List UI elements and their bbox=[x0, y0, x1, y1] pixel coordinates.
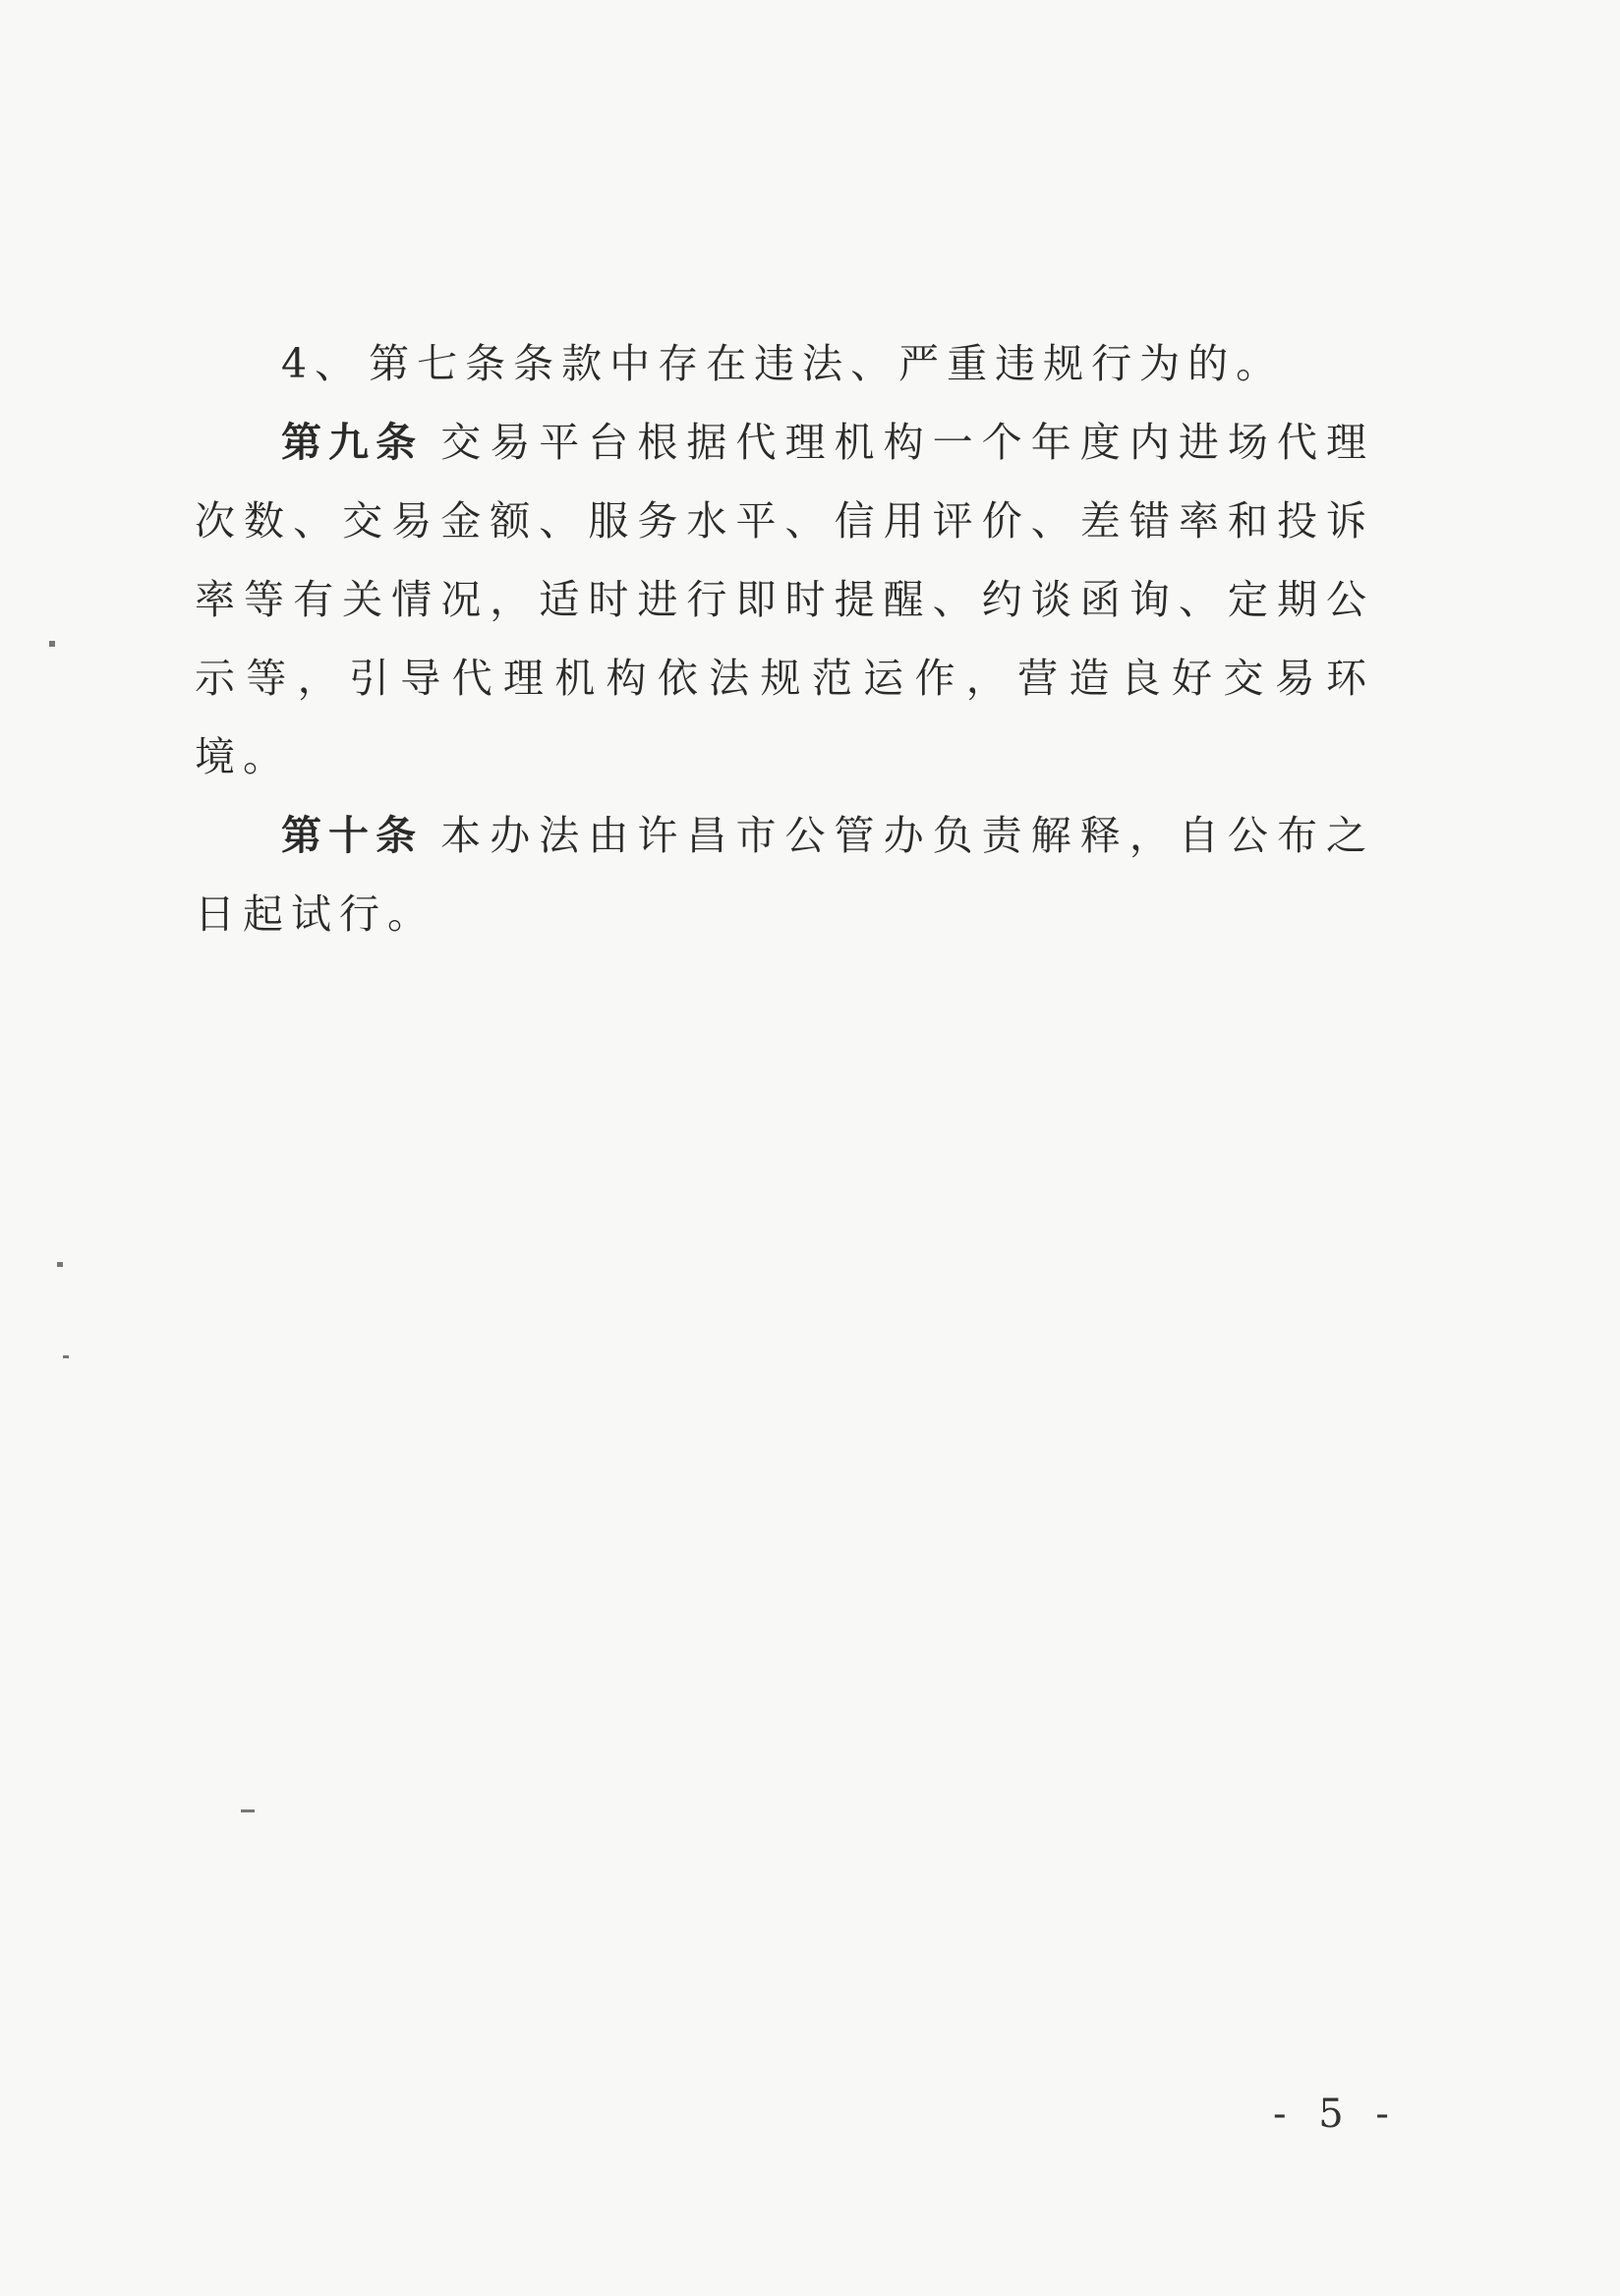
item-4-paragraph bbox=[195, 324, 1374, 403]
item-number: 4、 bbox=[281, 340, 364, 387]
item-4-text: 第七条条款中存在违法、严重违规行为的。 bbox=[369, 340, 1285, 387]
article-9-text: 交易平台根据代理机构一个年度内进场代理次数、交易金额、服务水平、信用评价、差错率和投诉率等有关情况，适时进行即时提醒、约谈函询、定期公示等，引导代理机构依法规范运作，营造良好交易环境。 bbox=[195, 419, 1375, 780]
article-10-paragraph bbox=[195, 796, 1374, 953]
binding-mark bbox=[49, 641, 55, 647]
article-9-paragraph bbox=[195, 403, 1374, 796]
article-9-heading: 第九条 bbox=[281, 419, 424, 466]
page-number: - 5 - bbox=[1273, 2092, 1399, 2137]
binding-mark bbox=[57, 1262, 63, 1267]
document-body bbox=[195, 324, 1374, 953]
article-10-text: 本办法由许昌市公管办负责解释，自公布之日起试行。 bbox=[195, 812, 1375, 938]
article-10-heading: 第十条 bbox=[281, 812, 424, 859]
binding-mark bbox=[63, 1355, 69, 1358]
binding-mark bbox=[241, 1809, 255, 1812]
